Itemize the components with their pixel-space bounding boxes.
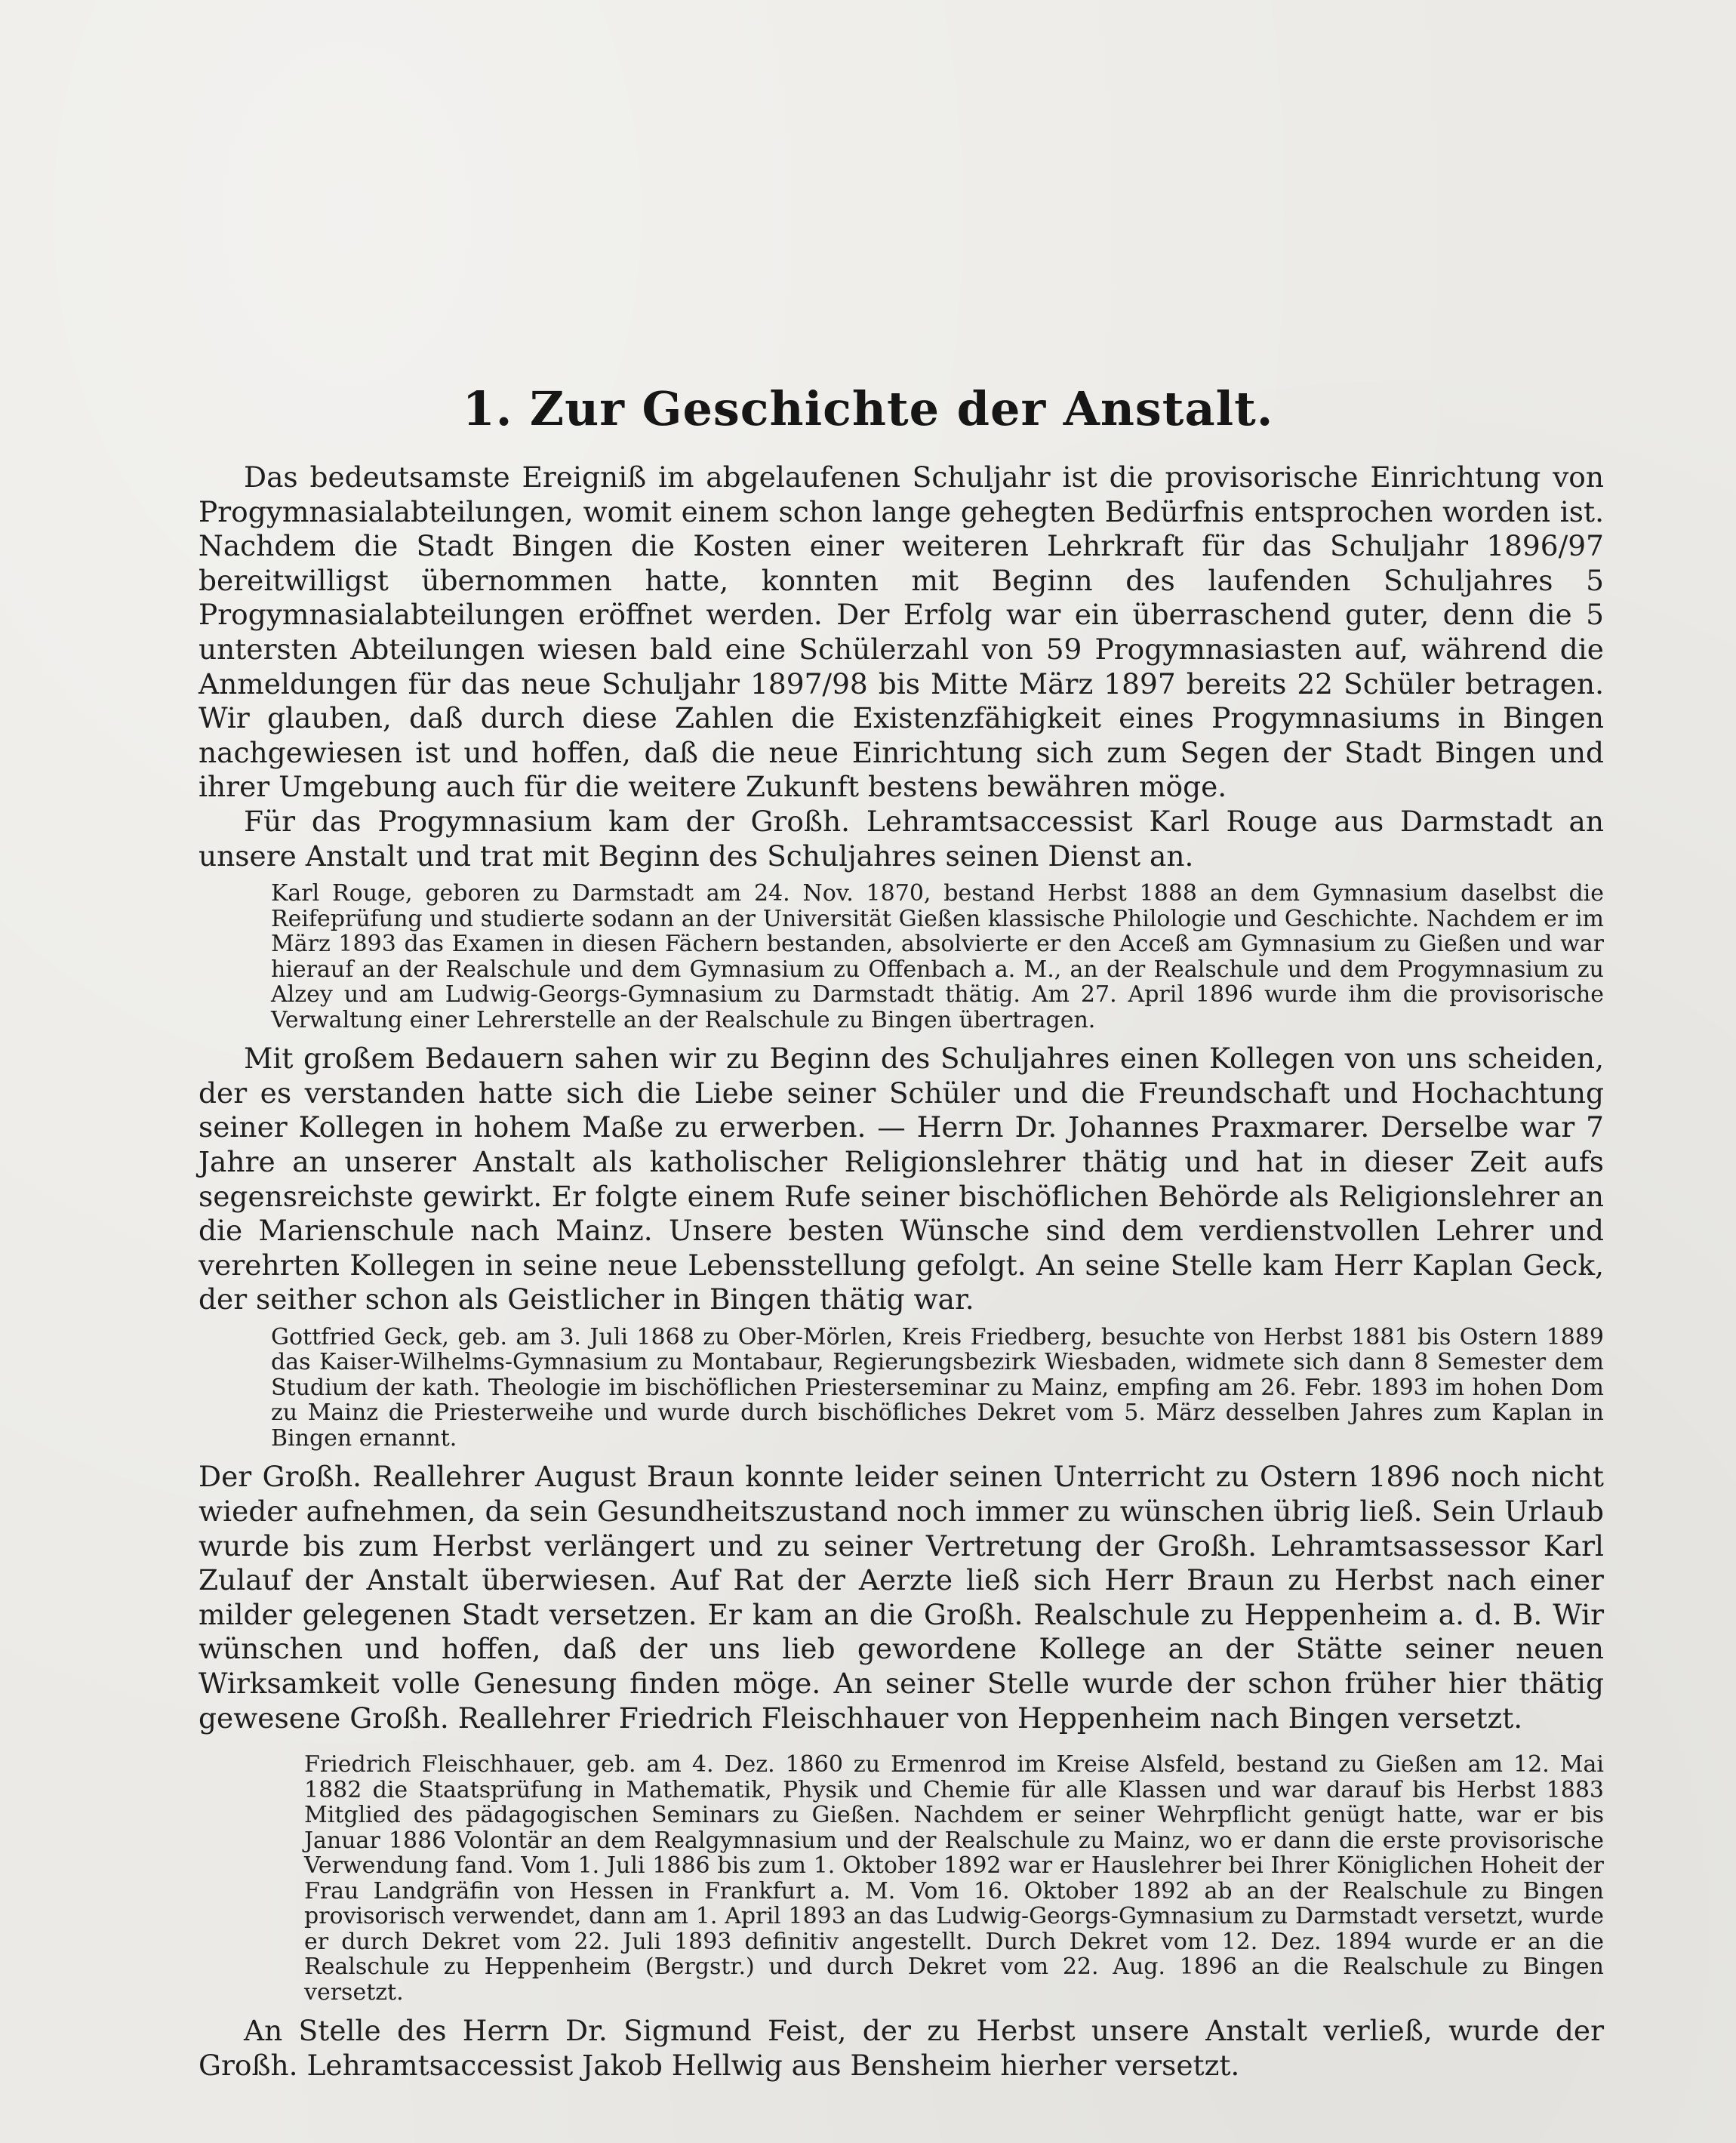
footnote-rouge: Karl Rouge, geboren zu Darmstadt am 24. Nov. 1870, bestand Herbst 1888 an dem Gymnasium daselbst die Reifeprüfung und studierte sodann an der Universität Gießen klassische Philologie und Geschichte. Nachdem er im März 1893 das Examen in diesen Fächern bestanden, absolvierte er den Acceß am Gymnasium zu Gießen und war hierauf an der Realschule und dem Gymnasium zu Offenbach a. M., an der Realschule und dem Progymnasium zu Alzey und am Ludwig-Georgs-Gymnasium zu Darmstadt thätig. Am 27. April 1896 wurde ihm die provisorische Verwaltung einer Lehrerstelle an der Realschule zu Bingen übertragen.	[271, 880, 1604, 1033]
paragraph-progymnasium: Das bedeutsamste Ereigniß im abgelaufenen Schuljahr ist die provisorische Einrichtung von Progymnasialabteilungen, womit einem schon lange gehegten Bedürfnis entsprochen worden ist. Nachdem die Stadt Bingen die Kosten einer weiteren Lehrkraft für das Schuljahr 1896/97 bereitwilligst übernommen hatte, konnten mit Beginn des laufenden Schuljahres 5 Progymnasialabteilungen eröffnet werden. Der Erfolg war ein überraschend guter, denn die 5 untersten Abteilungen wiesen bald eine Schülerzahl von 59 Progymnasiasten auf, während die Anmeldungen für das neue Schuljahr 1897/98 bis Mitte März 1897 bereits 22 Schüler betragen. Wir glauben, daß durch diese Zahlen die Existenzfähigkeit eines Progymnasiums in Bingen nachgewiesen ist und hoffen, daß die neue Einrichtung sich zum Segen der Stadt Bingen und ihrer Umgebung auch für die weitere Zukunft bestens bewähren möge.	[199, 460, 1604, 804]
section-title: 1. Zur Geschichte der Anstalt.	[462, 381, 1274, 436]
footnote-geck: Gottfried Geck, geb. am 3. Juli 1868 zu Ober-Mörlen, Kreis Friedberg, besuchte von Herbst 1881 bis Ostern 1889 das Kaiser-Wilhelms-Gymnasium zu Montabaur, Regierungsbezirk Wiesbaden, widmete sich dann 8 Semester dem Studium der kath. Theologie im bischöflichen Priesterseminar zu Mainz, empfing am 26. Febr. 1893 im hohen Dom zu Mainz die Priesterweihe und wurde durch bischöfliches Dekret vom 5. März desselben Jahres zum Kaplan in Bingen ernannt.	[271, 1323, 1604, 1452]
footnote-fleischhauer: Friedrich Fleischhauer, geb. am 4. Dez. 1860 zu Ermenrod im Kreise Alsfeld, bestand zu Gießen am 12. Mai 1882 die Staatsprüfung in Mathematik, Physik und Chemie für alle Klassen und war darauf bis Herbst 1883 Mitglied des pädagogischen Seminars zu Gießen. Nachdem er seiner Wehrpflicht genügt hatte, war er bis Januar 1886 Volontär an dem Realgymnasium und der Realschule zu Mainz, wo er dann die erste provisorische Verwendung fand. Vom 1. Juli 1886 bis zum 1. Oktober 1892 war er Hauslehrer bei Ihrer Königlichen Hoheit der Frau Landgräfin von Hessen in Frankfurt a. M. Vom 16. Oktober 1892 ab an der Realschule zu Bingen provisorisch verwendet, dann am 1. April 1893 an das Ludwig-Georgs-Gymnasium zu Darmstadt versetzt, wurde er durch Dekret vom 22. Juli 1893 definitiv angestellt. Durch Dekret vom 12. Dez. 1894 wurde er an die Realschule zu Heppenheim (Bergstr.) und durch Dekret vom 22. Aug. 1896 an die Realschule zu Bingen versetzt.	[304, 1751, 1604, 2006]
paragraph-rouge: Für das Progymnasium kam der Großh. Lehramtsaccessist Karl Rouge aus Darmstadt an unsere Anstalt und trat mit Beginn des Schuljahres seinen Dienst an.	[199, 804, 1604, 873]
paragraph-feist: An Stelle des Herrn Dr. Sigmund Feist, der zu Herbst unsere Anstalt verließ, wurde der Großh. Lehramtsaccessist Jakob Hellwig aus Bensheim hierher versetzt.	[199, 2014, 1604, 2082]
paragraph-praxmarer: Mit großem Bedauern sahen wir zu Beginn des Schuljahres einen Kollegen von uns scheiden, der es verstanden hatte sich die Liebe seiner Schüler und die Freundschaft und Hochachtung seiner Kollegen in hohem Maße zu erwerben. — Herrn Dr. Johannes Praxmarer. Derselbe war 7 Jahre an unserer Anstalt als katholischer Religionslehrer thätig und hat in dieser Zeit aufs segensreichste gewirkt. Er folgte einem Rufe seiner bischöflichen Behörde als Religionslehrer an die Marienschule nach Mainz. Unsere besten Wünsche sind dem verdienstvollen Lehrer und verehrten Kollegen in seine neue Lebensstellung gefolgt. An seine Stelle kam Herr Kaplan Geck, der seither schon als Geistlicher in Bingen thätig war.	[199, 1042, 1604, 1316]
paragraph-braun: Der Großh. Reallehrer August Braun konnte leider seinen Unterricht zu Ostern 1896 noch nicht wieder aufnehmen, da sein Gesundheitszustand noch immer zu wünschen übrig ließ. Sein Urlaub wurde bis zum Herbst verlängert und zu seiner Vertretung der Großh. Lehramtsassessor Karl Zulauf der Anstalt überwiesen. Auf Rat der Aerzte ließ sich Herr Braun zu Herbst nach einer milder gelegenen Stadt versetzen. Er kam an die Großh. Realschule zu Heppenheim a. d. B. Wir wünschen und hoffen, daß der uns lieb gewordene Kollege an der Stätte seiner neuen Wirksamkeit volle Genesung finden möge. An seiner Stelle wurde der schon früher hier thätig gewesene Großh. Reallehrer Friedrich Fleischhauer von Heppenheim nach Bingen versetzt.	[199, 1460, 1604, 1735]
body-text	[199, 460, 1604, 2083]
